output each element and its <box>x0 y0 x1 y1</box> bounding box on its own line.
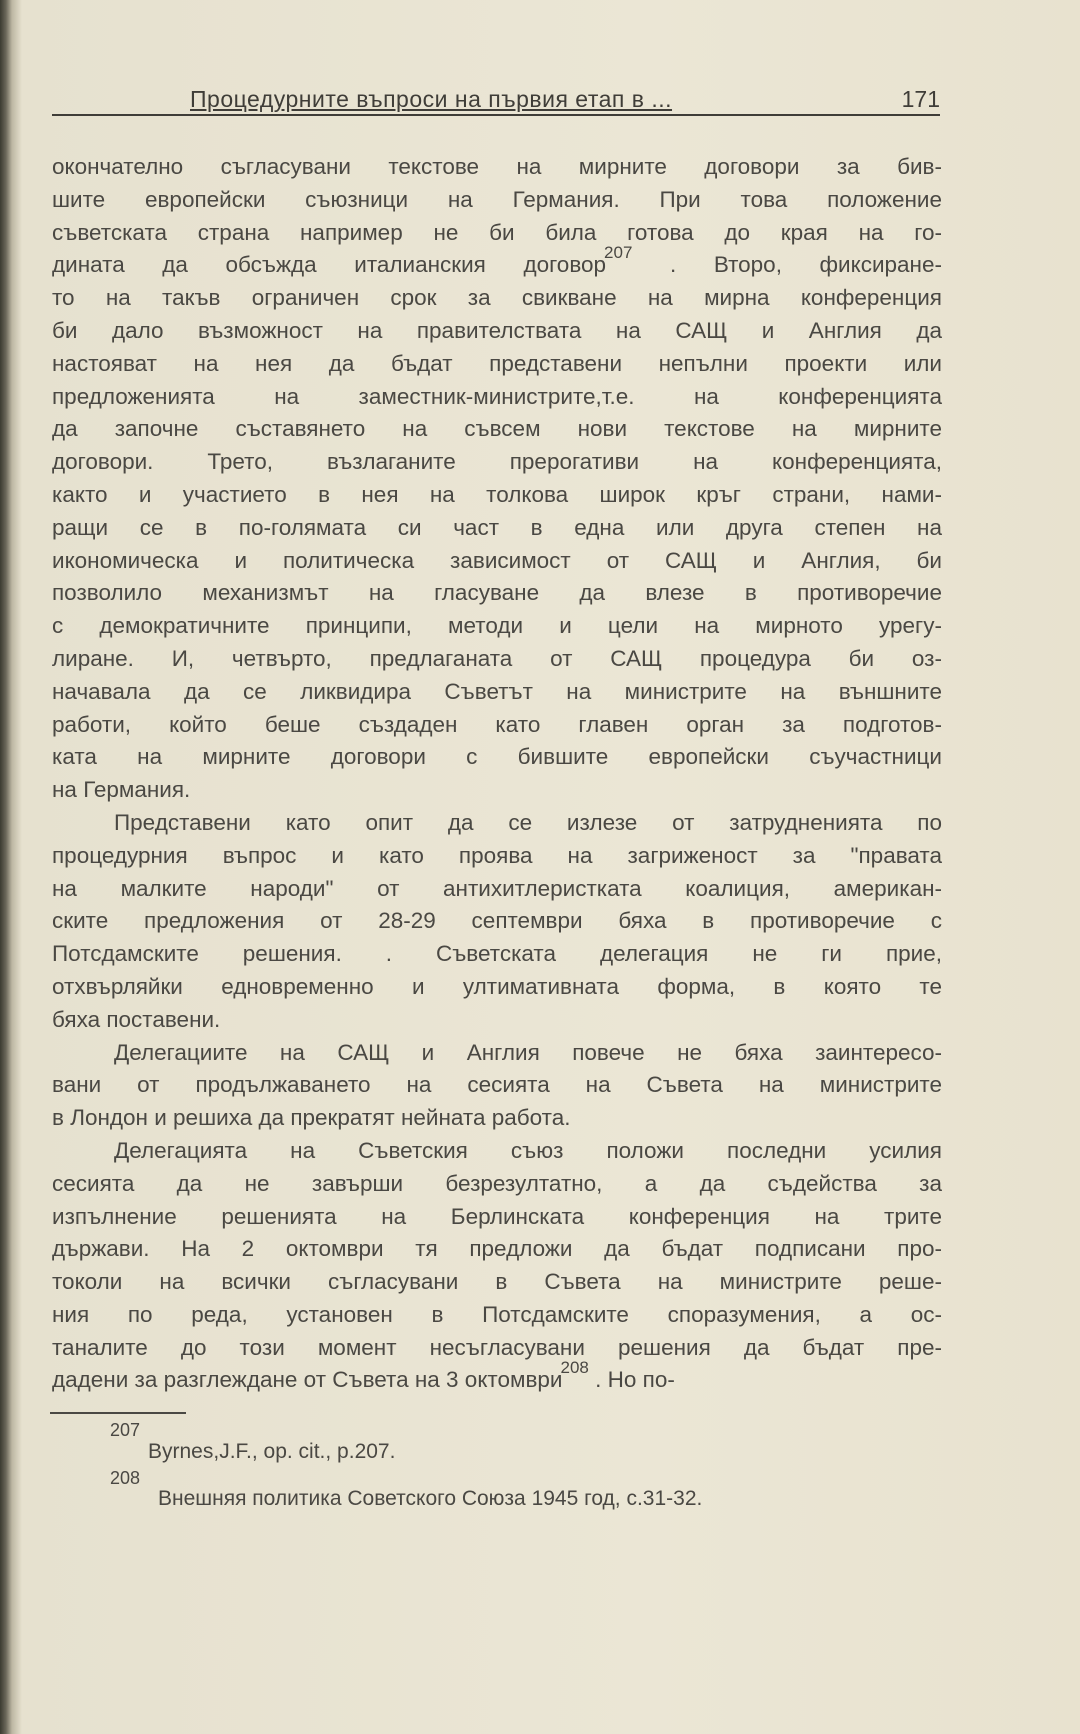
line-text: дадени за разглеждане от Съвета на 3 октомври <box>52 1367 563 1393</box>
line-text: отхвърляйки едновременно и ултимативната форма, в която те <box>52 973 942 999</box>
line-text: окончателно съгласувани текстове на мирните договори за бив- <box>52 154 942 179</box>
line-text: вани от продължаването на сесията на Съвета на министрите <box>52 1072 942 1098</box>
line-text: ния по реда, установен в Потсдамските споразумения, а ос- <box>52 1301 942 1327</box>
footnote-separator <box>50 1412 186 1414</box>
paragraph <box>52 1135 942 1397</box>
line-text: да започне съставянето на съвсем нови текстове на мирните <box>52 416 942 442</box>
footnote-reference: 207 <box>604 243 633 263</box>
line-text: договори. Трето, възлаганите прерогативи на конференцията, <box>52 449 942 475</box>
text-line <box>52 610 942 643</box>
line-text: изпълнение решенията на Берлинската конференция на трите <box>52 1203 942 1229</box>
text-line <box>52 840 942 873</box>
text-line <box>52 1069 942 1102</box>
line-text: ските предложения от 28-29 септември бяха в противоречие с <box>52 908 942 934</box>
text-line <box>52 1233 942 1266</box>
text-line <box>52 643 942 676</box>
line-text: предложенията на заместник-министрите,т.е. на конференцията <box>52 383 942 409</box>
body-text <box>52 151 942 1397</box>
line-text: шите европейски съюзници на Германия. При това положение <box>52 186 942 212</box>
line-text: с демократичните принципи, методи и цели на мирното урегу- <box>52 613 942 639</box>
text-line <box>52 1004 942 1037</box>
text-line <box>52 413 942 446</box>
line-text: лиране. И, четвърто, предлаганата от САЩ процедура би оз- <box>52 645 942 671</box>
line-text: . Но по- <box>588 1367 675 1393</box>
line-text: на Германия. <box>52 777 191 803</box>
line-text: таналите до този момент несъгласувани решения да бъдат пре- <box>52 1334 942 1360</box>
text-line <box>52 1201 942 1234</box>
line-text: на малките народи" от антихитлеристката коалиция, американ- <box>52 875 942 901</box>
line-text: процедурния въпрос и като проява на загриженост за "правата <box>52 842 942 868</box>
text-line <box>52 1332 942 1365</box>
line-text: настояват на нея да бъдат представени непълни проекти или <box>52 350 942 376</box>
line-text: икономическа и политическа зависимост от САЩ и Англия, би <box>52 547 942 573</box>
text-line <box>52 807 942 840</box>
line-text: токоли на всички съгласувани в Съвета на министрите реше- <box>52 1269 942 1295</box>
line-text: сесията да не завърши безрезултатно, а да съдейства за <box>52 1170 942 1196</box>
text-line <box>52 873 942 906</box>
text-line <box>52 1299 942 1332</box>
text-line <box>52 1168 942 1201</box>
text-line <box>52 1102 942 1135</box>
text-line <box>52 1358 942 1397</box>
text-line <box>52 971 942 1004</box>
line-text: Представени като опит да се излезе от затрудненията по <box>114 809 942 835</box>
footnote-text: Внешняя политика Советского Союза 1945 год, с.31-32. <box>158 1487 703 1510</box>
running-header <box>52 86 940 116</box>
text-line <box>52 315 942 348</box>
line-text: държави. На 2 октомври тя предложи да бъдат подписани про- <box>52 1236 942 1262</box>
page-number: 171 <box>901 86 940 112</box>
line-text: работи, който беше създаден като главен орган за подготов- <box>52 711 942 737</box>
text-line <box>52 545 942 578</box>
text-line <box>52 1037 942 1070</box>
line-text: Делегациите на САЩ и Англия повече не бяха заинтересо- <box>114 1039 942 1065</box>
text-line <box>52 348 942 381</box>
paragraph <box>52 1037 942 1135</box>
line-text: начавала да се ликвидира Съветът на министрите на външните <box>52 678 942 704</box>
chapter-title: Процедурните въпроси на първия етап в ... <box>190 86 673 112</box>
text-line <box>52 479 942 512</box>
text-line <box>52 512 942 545</box>
line-text: съветската страна например не би била готова до края на го- <box>52 219 942 245</box>
footnote-number: 208 <box>110 1468 141 1488</box>
text-line <box>52 381 942 414</box>
line-text: то на такъв ограничен срок за свикване на мирна конференция <box>52 285 942 311</box>
footnote-text: Byrnes,J.F., op. cit., p.207. <box>148 1440 396 1463</box>
text-line <box>52 217 942 250</box>
text-line <box>52 774 942 807</box>
text-line <box>52 1266 942 1299</box>
line-text: дината да обсъжда италианския договор <box>52 252 607 278</box>
text-line <box>52 282 942 315</box>
footnote-reference: 208 <box>560 1358 589 1378</box>
text-line <box>52 446 942 479</box>
text-line <box>52 676 942 709</box>
text-line <box>52 741 942 774</box>
text-line <box>52 243 942 282</box>
line-text: ката на мирните договори с бившите европейски съучастници <box>52 744 942 770</box>
text-line <box>52 184 942 217</box>
line-text: Делегацията на Съветския съюз положи последни усилия <box>114 1137 942 1163</box>
paragraph <box>52 151 942 807</box>
line-text: би дало възможност на правителствата на САЩ и Англия да <box>52 317 942 343</box>
text-line <box>52 905 942 938</box>
line-text: ращи се в по-голямата си част в една или друга степен на <box>52 514 942 540</box>
line-text: в Лондон и решиха да прекратят нейната работа. <box>52 1105 571 1131</box>
line-text: Потсдамските решения. . Съветската делегация не ги прие, <box>52 941 942 967</box>
line-text: бяха поставени. <box>52 1006 221 1032</box>
paragraph <box>52 807 942 1037</box>
line-text: позволило механизмът на гласуване да влезе в противоречие <box>52 580 942 606</box>
text-line <box>52 709 942 742</box>
footnote-number: 207 <box>110 1420 141 1440</box>
text-line <box>52 938 942 971</box>
line-text: . Второ, фиксиране- <box>632 252 942 278</box>
text-line <box>52 1135 942 1168</box>
line-text: както и участието в нея на толкова широк кръг страни, нами- <box>52 481 942 507</box>
text-line <box>52 577 942 610</box>
text-line <box>52 151 942 184</box>
